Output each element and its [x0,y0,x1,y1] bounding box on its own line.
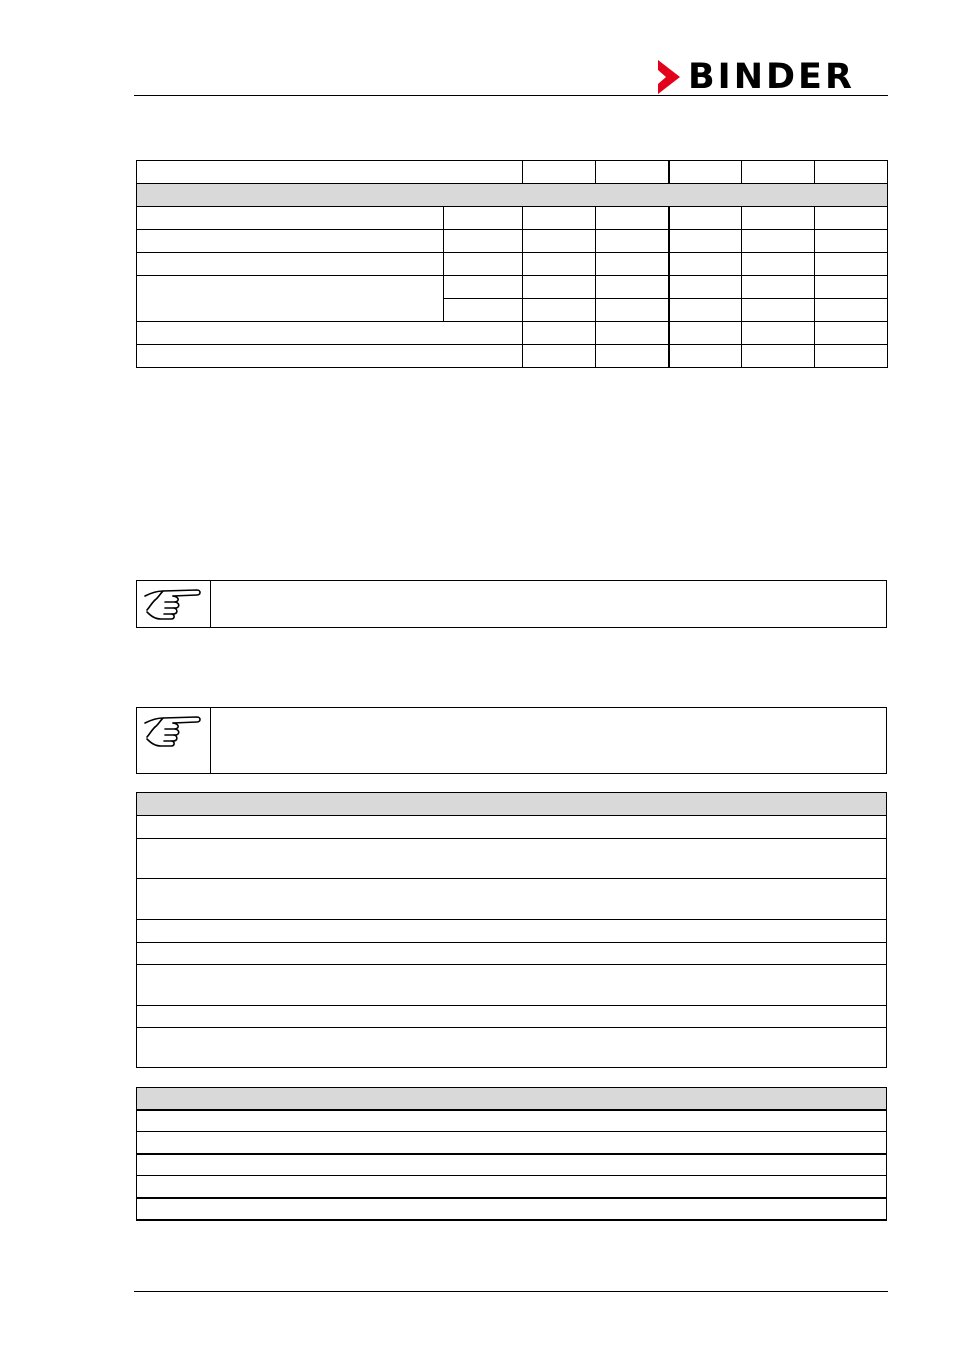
section-header-cell [137,793,887,816]
table-cell [137,322,523,345]
table-cell [523,322,596,345]
table-cell [669,207,742,230]
table-cell [137,839,887,879]
spec-table [136,160,888,368]
table-cell [444,230,523,253]
note-icon-cell [137,581,211,627]
table-cell [137,920,887,943]
section-header-cell [137,184,888,207]
table-cell [523,253,596,276]
table-cell [669,322,742,345]
table-cell [815,230,888,253]
table-cell [742,345,815,368]
footer-rule [134,1291,888,1292]
table-row [137,276,888,299]
table-cell [137,1132,887,1154]
table-cell [742,299,815,322]
table-cell [596,276,669,299]
note-icon-cell [137,708,211,773]
section-header-cell [137,1088,887,1110]
table-cell [523,345,596,368]
table-cell [815,276,888,299]
table-cell [815,253,888,276]
table-cell [137,1176,887,1198]
table-row [137,1132,887,1154]
table-cell [596,230,669,253]
table-row [137,230,888,253]
table-row [137,920,887,943]
table-cell [137,943,887,965]
table-cell [669,230,742,253]
table-cell [742,230,815,253]
table-cell [596,253,669,276]
binder-logo [656,58,888,96]
table-cell [137,276,444,322]
table-cell [137,230,444,253]
table-cell [815,322,888,345]
table-cell [669,299,742,322]
table-section-row [137,184,888,207]
table-cell [815,161,888,184]
note-box [136,707,887,774]
table-row [137,253,888,276]
table-cell [137,1110,887,1132]
table-row [137,322,888,345]
table-cell [742,276,815,299]
table-row [137,1028,887,1068]
table-cell [669,345,742,368]
table-row [137,943,887,965]
logo-wordmark: BINDER [688,57,855,97]
table-cell [444,253,523,276]
table-section-row [137,793,887,816]
table-section-row [137,1088,887,1110]
table-cell [137,345,523,368]
table-row [137,965,887,1006]
table-row [137,879,887,920]
table-row [137,1110,887,1132]
table-cell [669,161,742,184]
table-cell [742,253,815,276]
table-cell [596,207,669,230]
table-cell [669,253,742,276]
table-cell [596,345,669,368]
table-cell [596,299,669,322]
table-cell [444,276,523,299]
table-row [137,345,888,368]
table-row [137,816,887,839]
table-cell [137,816,887,839]
note-box [136,580,887,628]
table-cell [742,207,815,230]
binder-logo-arrow-icon [656,58,684,96]
table-row [137,1154,887,1176]
table-cell [137,1198,887,1220]
table-cell [815,299,888,322]
table-cell [137,1154,887,1176]
table-header-row [137,161,888,184]
table-cell [523,207,596,230]
table-cell [523,276,596,299]
table-row [137,1198,887,1220]
table-cell [596,322,669,345]
table-row [137,207,888,230]
table-cell [596,161,669,184]
table-row [137,1176,887,1198]
pointing-hand-icon [141,711,205,751]
list-table [136,792,887,1068]
list-table [136,1087,887,1221]
table-cell [137,253,444,276]
table-row [137,1006,887,1028]
table-cell [523,299,596,322]
table-cell [742,161,815,184]
table-cell [137,207,444,230]
table-cell [669,276,742,299]
table-cell [815,207,888,230]
pointing-hand-icon [141,584,205,624]
table-cell [137,161,523,184]
table-cell [137,1006,887,1028]
table-cell [137,1028,887,1068]
header-rule [134,95,888,96]
table-cell [523,230,596,253]
table-cell [815,345,888,368]
table-cell [444,207,523,230]
table-row [137,839,887,879]
table-cell [523,161,596,184]
table-cell [742,322,815,345]
table-cell [444,299,523,322]
table-cell [137,965,887,1006]
table-cell [137,879,887,920]
